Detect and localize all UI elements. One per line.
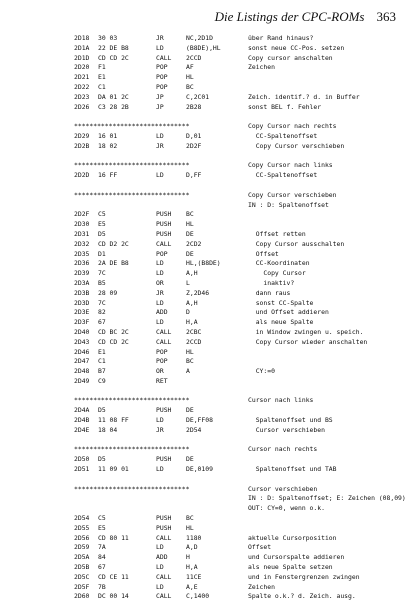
- listing-line: [74, 299, 404, 309]
- operands: BC: [186, 82, 194, 91]
- listing-line: [74, 573, 404, 583]
- operands: A,E: [186, 582, 198, 591]
- listing-line: [74, 142, 404, 152]
- address: 2D32: [74, 239, 90, 248]
- listing-line: [74, 348, 404, 358]
- comment: und in Fenstergrenzen zwingen: [248, 572, 360, 581]
- operands: DE: [186, 455, 194, 464]
- address: 2D4E: [74, 425, 90, 434]
- opcode-bytes: 2A DE B8: [98, 259, 129, 268]
- block-gap: [74, 436, 404, 446]
- running-title: Die Listings der CPC-ROMs: [214, 9, 365, 24]
- page-number: 363: [376, 9, 396, 24]
- opcode-bytes: C5: [98, 210, 106, 219]
- operands: H,A: [186, 318, 198, 327]
- listing-line: [74, 328, 404, 338]
- opcode-bytes: 67: [98, 318, 106, 327]
- block-gap: [74, 152, 404, 162]
- opcode-bytes: 82: [98, 308, 106, 317]
- address: 2D3A: [74, 278, 90, 287]
- address: 2D54: [74, 514, 90, 523]
- address: 2D20: [74, 63, 90, 72]
- separator-stars: ******************************: [74, 396, 190, 405]
- separator-stars: ******************************: [74, 190, 190, 199]
- address: 2D3F: [74, 318, 90, 327]
- opcode-bytes: DC 00 14: [98, 592, 129, 601]
- mnemonic: CALL: [156, 327, 172, 336]
- comment: Copy Cursor verschieben: [248, 141, 345, 150]
- separator-stars: ******************************: [74, 161, 190, 170]
- comment: sonst neue CC-Pos. setzen: [248, 43, 345, 52]
- address: 2D55: [74, 523, 90, 532]
- mnemonic: LD: [156, 416, 164, 425]
- address: 2D29: [74, 131, 90, 140]
- comment: Zeich. identif.? d. in Buffer: [248, 92, 360, 101]
- mnemonic: JR: [156, 425, 164, 434]
- operands: 11CE: [186, 572, 202, 581]
- opcode-bytes: CD D2 2C: [98, 239, 129, 248]
- address: 2D21: [74, 73, 90, 82]
- listing-line: [74, 171, 404, 181]
- mnemonic: PUSH: [156, 220, 172, 229]
- address: 2D30: [74, 220, 90, 229]
- address: 2D2F: [74, 210, 90, 219]
- opcode-bytes: CD 80 11: [98, 533, 129, 542]
- operands: 2CBC: [186, 327, 202, 336]
- listing-line: [74, 553, 404, 563]
- operands: HL: [186, 523, 194, 532]
- address: 2D3B: [74, 288, 90, 297]
- opcode-bytes: C5: [98, 514, 106, 523]
- comment: CC-Spaltenoffset: [248, 131, 318, 140]
- operands: 2D2F: [186, 141, 202, 150]
- comment: Copy Cursor ausschalten: [248, 239, 345, 248]
- address: 2D59: [74, 543, 90, 552]
- listing-line: [74, 416, 404, 426]
- operands: A,H: [186, 269, 198, 278]
- opcode-bytes: 22 DE B8: [98, 43, 129, 52]
- address: 2D51: [74, 465, 90, 474]
- operands: 2B28: [186, 102, 202, 111]
- comment: dann raus: [248, 288, 291, 297]
- section-title: Cursor nach rechts: [248, 445, 318, 454]
- listing-line: [74, 250, 404, 260]
- block-gap: [74, 475, 404, 485]
- listing-line: [74, 377, 404, 387]
- address: 2D40: [74, 327, 90, 336]
- mnemonic: LD: [156, 269, 164, 278]
- listing-line: [74, 338, 404, 348]
- mnemonic: PUSH: [156, 229, 172, 238]
- address: 2D5C: [74, 572, 90, 581]
- listing-line: [74, 54, 404, 64]
- comment: inaktiv?: [248, 278, 295, 287]
- mnemonic: CALL: [156, 533, 172, 542]
- section-subtitle-row: [74, 494, 404, 504]
- operands: D,FF: [186, 171, 202, 180]
- operands: L: [186, 278, 190, 287]
- section-subtitle-row: [74, 201, 404, 211]
- mnemonic: RET: [156, 376, 168, 385]
- address: 2D1A: [74, 43, 90, 52]
- address: 2D31: [74, 229, 90, 238]
- opcode-bytes: CD CE 11: [98, 572, 129, 581]
- address: 2D18: [74, 34, 90, 42]
- opcode-bytes: B5: [98, 278, 106, 287]
- address: 2D3E: [74, 308, 90, 317]
- listing-line: [74, 210, 404, 220]
- mnemonic: LD: [156, 465, 164, 474]
- listing-line: [74, 259, 404, 269]
- operands: HL: [186, 220, 194, 229]
- opcode-bytes: D1: [98, 249, 106, 258]
- section-subtitle: OUT: CY=0, wenn o.k.: [248, 504, 325, 513]
- opcode-bytes: C3 28 2B: [98, 102, 129, 111]
- comment: über Rand hinaus?: [248, 34, 314, 42]
- address: 2D60: [74, 592, 90, 601]
- listing-line: [74, 240, 404, 250]
- assembly-listing: [74, 34, 404, 602]
- operands: 2CCD: [186, 53, 202, 62]
- opcode-bytes: 7B: [98, 582, 106, 591]
- mnemonic: JR: [156, 141, 164, 150]
- listing-line: [74, 289, 404, 299]
- operands: D,01: [186, 131, 202, 140]
- mnemonic: CALL: [156, 239, 172, 248]
- comment: als neue Spalte setzen: [248, 563, 333, 572]
- opcode-bytes: CD BC 2C: [98, 327, 129, 336]
- listing-line: [74, 63, 404, 73]
- listing-line: [74, 220, 404, 230]
- mnemonic: CALL: [156, 592, 172, 601]
- opcode-bytes: F1: [98, 63, 106, 72]
- mnemonic: LD: [156, 259, 164, 268]
- mnemonic: OR: [156, 278, 164, 287]
- listing-line: [74, 583, 404, 593]
- address: 2D26: [74, 102, 90, 111]
- opcode-bytes: 84: [98, 553, 106, 562]
- block-gap: [74, 112, 404, 122]
- listing-line: [74, 543, 404, 553]
- operands: HL: [186, 73, 194, 82]
- address: 2D1D: [74, 53, 90, 62]
- mnemonic: ADD: [156, 553, 168, 562]
- operands: DE: [186, 229, 194, 238]
- comment: und Cursorspalte addieren: [248, 553, 345, 562]
- opcode-bytes: 7A: [98, 543, 106, 552]
- section-header-row: [74, 161, 404, 171]
- listing-line: [74, 318, 404, 328]
- listing-line: [74, 524, 404, 534]
- mnemonic: OR: [156, 367, 164, 376]
- mnemonic: ADD: [156, 308, 168, 317]
- address: 2D47: [74, 357, 90, 366]
- address: 2D22: [74, 82, 90, 91]
- operands: A,D: [186, 543, 198, 552]
- listing-line: [74, 367, 404, 377]
- mnemonic: LD: [156, 298, 164, 307]
- address: 2D4B: [74, 416, 90, 425]
- mnemonic: JP: [156, 92, 164, 101]
- mnemonic: CALL: [156, 53, 172, 62]
- opcode-bytes: 11 09 01: [98, 465, 129, 474]
- operands: HL: [186, 347, 194, 356]
- opcode-bytes: 11 08 FF: [98, 416, 129, 425]
- mnemonic: PUSH: [156, 455, 172, 464]
- operands: BC: [186, 357, 194, 366]
- comment: Offset: [248, 543, 272, 552]
- comment: in Window zwingen u. speich.: [248, 327, 364, 336]
- operands: C,2C01: [186, 92, 210, 101]
- mnemonic: JR: [156, 288, 164, 297]
- listing-line: [74, 406, 404, 416]
- comment: Zeichen: [248, 63, 275, 72]
- mnemonic: CALL: [156, 572, 172, 581]
- mnemonic: PUSH: [156, 523, 172, 532]
- opcode-bytes: D5: [98, 406, 106, 415]
- operands: D: [186, 308, 190, 317]
- comment: Copy cursor anschalten: [248, 53, 333, 62]
- page-header: [0, 8, 396, 26]
- opcode-bytes: 7C: [98, 298, 106, 307]
- mnemonic: JR: [156, 34, 164, 42]
- operands: DE,FF08: [186, 416, 213, 425]
- address: 2D46: [74, 347, 90, 356]
- listing-line: [74, 514, 404, 524]
- section-title: Cursor verschieben: [248, 484, 318, 493]
- listing-line: [74, 308, 404, 318]
- mnemonic: PUSH: [156, 514, 172, 523]
- comment: und Offset addieren: [248, 308, 329, 317]
- listing-line: [74, 73, 404, 83]
- comment: CC-Spaltenoffset: [248, 171, 318, 180]
- listing-line: [74, 93, 404, 103]
- listing-line: [74, 34, 404, 44]
- opcode-bytes: 7C: [98, 269, 106, 278]
- address: 2D49: [74, 376, 90, 385]
- mnemonic: LD: [156, 318, 164, 327]
- opcode-bytes: C1: [98, 82, 106, 91]
- address: 2D5A: [74, 553, 90, 562]
- comment: Spalte o.k.? d. Zeich. ausg.: [248, 592, 356, 601]
- opcode-bytes: CD CD 2C: [98, 53, 129, 62]
- listing-line: [74, 279, 404, 289]
- section-title: Copy Cursor verschieben: [248, 190, 337, 199]
- address: 2D5B: [74, 563, 90, 572]
- opcode-bytes: C1: [98, 357, 106, 366]
- mnemonic: POP: [156, 82, 168, 91]
- mnemonic: POP: [156, 249, 168, 258]
- section-title: Cursor nach links: [248, 396, 314, 405]
- address: 2D4A: [74, 406, 90, 415]
- opcode-bytes: E5: [98, 523, 106, 532]
- operands: H: [186, 553, 190, 562]
- listing-line: [74, 534, 404, 544]
- opcode-bytes: E5: [98, 220, 106, 229]
- listing-line: [74, 230, 404, 240]
- opcode-bytes: DA 01 2C: [98, 92, 129, 101]
- opcode-bytes: 18 02: [98, 141, 118, 150]
- mnemonic: CALL: [156, 337, 172, 346]
- block-gap: [74, 387, 404, 397]
- operands: DE: [186, 249, 194, 258]
- address: 2D56: [74, 533, 90, 542]
- operands: DE,0109: [186, 465, 213, 474]
- comment: CY:=0: [248, 367, 275, 376]
- comment: sonst CC-Spalte: [248, 298, 314, 307]
- listing-line: [74, 563, 404, 573]
- address: 2D35: [74, 249, 90, 258]
- operands: A,H: [186, 298, 198, 307]
- listing-line: [74, 132, 404, 142]
- section-subtitle: IN : D: Spaltenoffset: [248, 200, 329, 209]
- listing-line: [74, 455, 404, 465]
- opcode-bytes: E1: [98, 73, 106, 82]
- mnemonic: POP: [156, 357, 168, 366]
- comment: Zeichen: [248, 582, 275, 591]
- section-header-row: [74, 122, 404, 132]
- operands: NC,2D1D: [186, 34, 213, 42]
- mnemonic: PUSH: [156, 210, 172, 219]
- mnemonic: LD: [156, 563, 164, 572]
- operands: BC: [186, 210, 194, 219]
- comment: Offset retten: [248, 229, 306, 238]
- mnemonic: LD: [156, 582, 164, 591]
- opcode-bytes: E1: [98, 347, 106, 356]
- comment: Cursor verschieben: [248, 425, 325, 434]
- mnemonic: LD: [156, 131, 164, 140]
- operands: A: [186, 367, 190, 376]
- section-title: Copy Cursor nach links: [248, 161, 333, 170]
- listing-line: [74, 357, 404, 367]
- address: 2D5F: [74, 582, 90, 591]
- opcode-bytes: 18 04: [98, 425, 118, 434]
- opcode-bytes: 16 01: [98, 131, 118, 140]
- operands: 2CCD: [186, 337, 202, 346]
- address: 2D2D: [74, 171, 90, 180]
- separator-stars: ******************************: [74, 122, 190, 131]
- comment: Copy Cursor wieder anschalten: [248, 337, 368, 346]
- mnemonic: POP: [156, 73, 168, 82]
- address: 2D39: [74, 269, 90, 278]
- opcode-bytes: D5: [98, 229, 106, 238]
- section-subtitle: IN : D: Spaltenoffset; E: Zeichen (08,09): [248, 494, 406, 503]
- comment: Spaltenoffset und BS: [248, 416, 333, 425]
- operands: BC: [186, 514, 194, 523]
- mnemonic: POP: [156, 347, 168, 356]
- operands: (B8DE),HL: [186, 43, 221, 52]
- operands: 1180: [186, 533, 202, 542]
- opcode-bytes: C9: [98, 376, 106, 385]
- separator-stars: ******************************: [74, 445, 190, 454]
- address: 2D43: [74, 337, 90, 346]
- listing-line: [74, 426, 404, 436]
- listing-line: [74, 269, 404, 279]
- address: 2D2B: [74, 141, 90, 150]
- section-header-row: [74, 396, 404, 406]
- operands: Z,2D46: [186, 288, 210, 297]
- comment: Offset: [248, 249, 279, 258]
- listing-line: [74, 465, 404, 475]
- listing-line: [74, 103, 404, 113]
- mnemonic: LD: [156, 543, 164, 552]
- comment: Spaltenoffset und TAB: [248, 465, 337, 474]
- address: 2D23: [74, 92, 90, 101]
- separator-stars: ******************************: [74, 484, 190, 493]
- opcode-bytes: B7: [98, 367, 106, 376]
- section-header-row: [74, 445, 404, 455]
- comment: aktuelle Cursorposition: [248, 533, 337, 542]
- mnemonic: LD: [156, 171, 164, 180]
- opcode-bytes: 28 09: [98, 288, 118, 297]
- opcode-bytes: 16 FF: [98, 171, 118, 180]
- operands: H,A: [186, 563, 198, 572]
- operands: 2CD2: [186, 239, 202, 248]
- operands: 2D54: [186, 425, 202, 434]
- operands: HL,(B8DE): [186, 259, 221, 268]
- opcode-bytes: D5: [98, 455, 106, 464]
- operands: C,1400: [186, 592, 210, 601]
- mnemonic: LD: [156, 43, 164, 52]
- listing-line: [74, 592, 404, 602]
- address: 2D50: [74, 455, 90, 464]
- section-subtitle-row: [74, 504, 404, 514]
- address: 2D36: [74, 259, 90, 268]
- opcode-bytes: 67: [98, 563, 106, 572]
- operands: DE: [186, 406, 194, 415]
- opcode-bytes: CD CD 2C: [98, 337, 129, 346]
- comment: Copy Cursor: [248, 269, 306, 278]
- mnemonic: PUSH: [156, 406, 172, 415]
- mnemonic: JP: [156, 102, 164, 111]
- listing-line: [74, 83, 404, 93]
- section-header-row: [74, 485, 404, 495]
- comment: als neue Spalte: [248, 318, 314, 327]
- opcode-bytes: 30 03: [98, 34, 118, 42]
- comment: CC-Koordinaten: [248, 259, 310, 268]
- section-header-row: [74, 191, 404, 201]
- comment: sonst BEL f. Fehler: [248, 102, 322, 111]
- section-title: Copy Cursor nach rechts: [248, 122, 337, 131]
- listing-line: [74, 44, 404, 54]
- address: 2D48: [74, 367, 90, 376]
- block-gap: [74, 181, 404, 191]
- mnemonic: POP: [156, 63, 168, 72]
- address: 2D3D: [74, 298, 90, 307]
- operands: AF: [186, 63, 194, 72]
